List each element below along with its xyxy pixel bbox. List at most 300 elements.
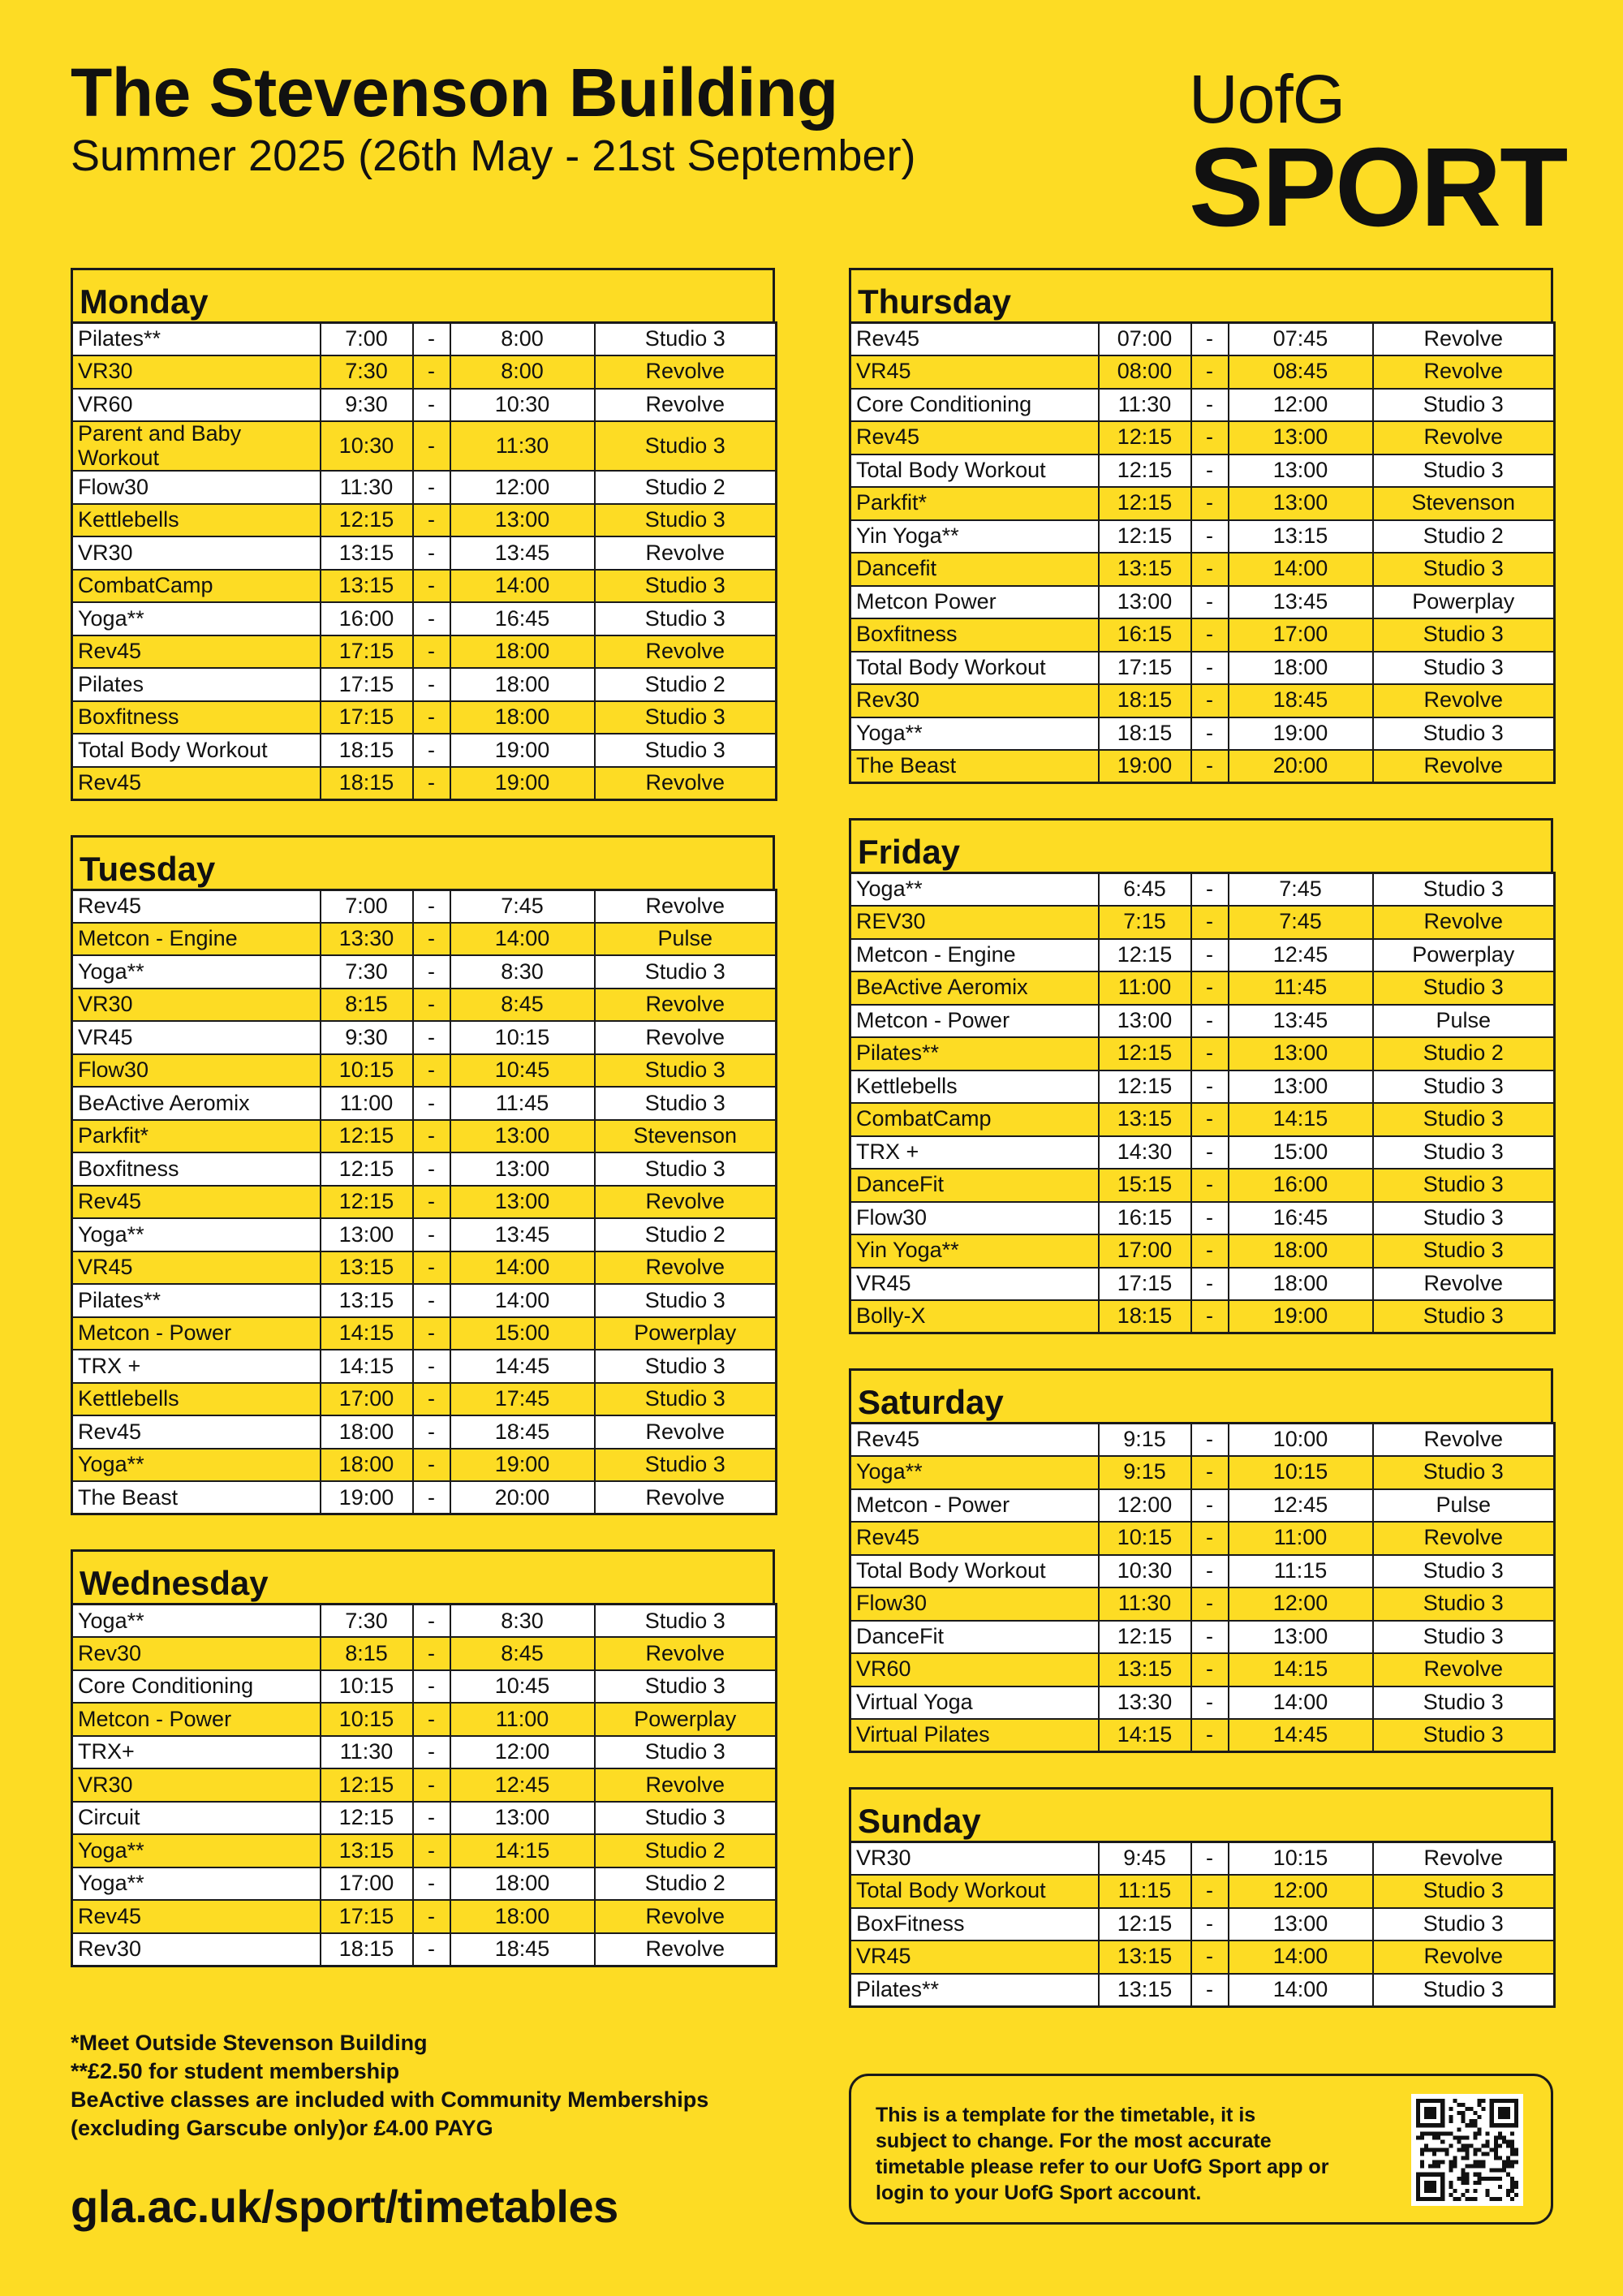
table-row bbox=[72, 471, 777, 504]
start-time: 17:15 bbox=[1099, 652, 1191, 685]
end-time: 14:00 bbox=[1229, 1686, 1373, 1720]
start-time: 18:00 bbox=[321, 1449, 413, 1482]
table-row bbox=[850, 1202, 1555, 1235]
venue: Revolve bbox=[595, 635, 777, 669]
time-separator: - bbox=[1191, 1169, 1229, 1202]
time-separator: - bbox=[1191, 1202, 1229, 1235]
class-name: Kettlebells bbox=[72, 504, 321, 537]
class-name: Rev45 bbox=[72, 767, 321, 800]
footnotes bbox=[71, 2029, 708, 2143]
class-name: Parkfit* bbox=[72, 1120, 321, 1153]
class-name: Pilates** bbox=[72, 323, 321, 356]
class-name: VR30 bbox=[850, 1842, 1099, 1876]
footnote-beactive-cont: (excluding Garscube only)or £4.00 PAYG bbox=[71, 2116, 493, 2140]
table-row bbox=[72, 602, 777, 635]
class-name: Total Body Workout bbox=[850, 652, 1099, 685]
class-name: Pilates** bbox=[72, 1284, 321, 1317]
table-row bbox=[850, 1653, 1555, 1686]
table-row bbox=[72, 890, 777, 923]
venue: Studio 3 bbox=[1373, 1202, 1555, 1235]
end-time: 18:00 bbox=[450, 1867, 595, 1901]
time-separator: - bbox=[413, 1251, 450, 1285]
class-name: VR45 bbox=[72, 1251, 321, 1285]
end-time: 12:00 bbox=[450, 471, 595, 504]
end-time: 14:00 bbox=[1229, 1974, 1373, 2007]
start-time: 12:15 bbox=[321, 1768, 413, 1802]
venue: Pulse bbox=[595, 923, 777, 956]
start-time: 19:00 bbox=[1099, 750, 1191, 783]
end-time: 13:45 bbox=[1229, 1005, 1373, 1038]
start-time: 9:15 bbox=[1099, 1456, 1191, 1489]
class-name: Rev45 bbox=[72, 635, 321, 669]
time-separator: - bbox=[1191, 1908, 1229, 1941]
time-separator: - bbox=[413, 1736, 450, 1769]
class-name: Yoga** bbox=[850, 873, 1099, 907]
end-time: 19:00 bbox=[450, 734, 595, 767]
table-row bbox=[72, 1284, 777, 1317]
page-title: The Stevenson Building bbox=[71, 54, 838, 131]
table-row bbox=[850, 1621, 1555, 1654]
time-separator: - bbox=[413, 1900, 450, 1933]
table-row bbox=[72, 1186, 777, 1219]
time-separator: - bbox=[413, 389, 450, 422]
class-name: Core Conditioning bbox=[72, 1670, 321, 1704]
table-row bbox=[72, 1087, 777, 1120]
end-time: 11:00 bbox=[1229, 1522, 1373, 1555]
venue: Pulse bbox=[1373, 1005, 1555, 1038]
table-row bbox=[72, 1605, 777, 1638]
end-time: 13:45 bbox=[450, 536, 595, 570]
class-name: TRX+ bbox=[72, 1736, 321, 1769]
venue: Studio 3 bbox=[595, 1670, 777, 1704]
venue: Powerplay bbox=[1373, 586, 1555, 619]
table-row bbox=[850, 1070, 1555, 1104]
class-name: Rev45 bbox=[72, 890, 321, 923]
venue: Studio 3 bbox=[1373, 971, 1555, 1005]
class-name: Virtual Yoga bbox=[850, 1686, 1099, 1720]
disclaimer-text: This is a template for the timetable, it is subject to change. For the most accurate timetable please refer to our UofG Sport app or login to your UofG Sport account. bbox=[876, 2104, 1329, 2204]
class-name: Metcon - Engine bbox=[850, 939, 1099, 972]
start-time: 8:15 bbox=[321, 1637, 413, 1670]
time-separator: - bbox=[413, 1087, 450, 1120]
venue: Studio 3 bbox=[595, 323, 777, 356]
start-time: 16:00 bbox=[321, 602, 413, 635]
end-time: 13:00 bbox=[1229, 1070, 1373, 1104]
class-name: Flow30 bbox=[72, 471, 321, 504]
venue: Studio 3 bbox=[595, 701, 777, 734]
table-row bbox=[72, 1900, 777, 1933]
end-time: 11:15 bbox=[1229, 1555, 1373, 1588]
start-time: 18:00 bbox=[321, 1415, 413, 1449]
venue: Studio 3 bbox=[1373, 717, 1555, 751]
time-separator: - bbox=[413, 1834, 450, 1867]
start-time: 13:15 bbox=[1099, 1941, 1191, 1974]
table-row bbox=[72, 1703, 777, 1736]
end-time: 10:45 bbox=[450, 1054, 595, 1088]
venue: Studio 3 bbox=[595, 1284, 777, 1317]
end-time: 18:00 bbox=[1229, 652, 1373, 685]
end-time: 8:45 bbox=[450, 989, 595, 1022]
venue: Powerplay bbox=[595, 1317, 777, 1350]
class-name: DanceFit bbox=[850, 1169, 1099, 1202]
end-time: 12:45 bbox=[1229, 939, 1373, 972]
end-time: 13:00 bbox=[1229, 454, 1373, 488]
venue: Powerplay bbox=[595, 1703, 777, 1736]
timetables-url: gla.ac.uk/sport/timetables bbox=[71, 2181, 618, 2232]
venue: Powerplay bbox=[1373, 939, 1555, 972]
time-separator: - bbox=[1191, 717, 1229, 751]
class-name: VR30 bbox=[72, 1768, 321, 1802]
start-time: 15:15 bbox=[1099, 1169, 1191, 1202]
class-name: Yoga** bbox=[72, 1218, 321, 1251]
table-row bbox=[850, 553, 1555, 586]
start-time: 17:00 bbox=[321, 1867, 413, 1901]
class-name: Circuit bbox=[72, 1802, 321, 1835]
start-time: 14:30 bbox=[1099, 1136, 1191, 1170]
time-separator: - bbox=[413, 955, 450, 989]
time-separator: - bbox=[1191, 1489, 1229, 1523]
time-separator: - bbox=[1191, 1268, 1229, 1301]
day-saturday bbox=[849, 1368, 1553, 1753]
end-time: 14:00 bbox=[450, 1284, 595, 1317]
start-time: 16:15 bbox=[1099, 618, 1191, 652]
end-time: 7:45 bbox=[1229, 873, 1373, 907]
class-name: Boxfitness bbox=[850, 618, 1099, 652]
class-name: BoxFitness bbox=[850, 1908, 1099, 1941]
table-row bbox=[72, 1481, 777, 1514]
time-separator: - bbox=[413, 734, 450, 767]
table-row bbox=[72, 1834, 777, 1867]
class-name: Rev30 bbox=[850, 684, 1099, 717]
class-name: Metcon - Power bbox=[850, 1489, 1099, 1523]
venue: Studio 3 bbox=[595, 1383, 777, 1416]
start-time: 13:15 bbox=[1099, 1974, 1191, 2007]
table-row bbox=[850, 1005, 1555, 1038]
table-row bbox=[850, 454, 1555, 488]
time-separator: - bbox=[1191, 1974, 1229, 2007]
time-separator: - bbox=[413, 1670, 450, 1704]
end-time: 15:00 bbox=[450, 1317, 595, 1350]
time-separator: - bbox=[1191, 618, 1229, 652]
venue: Studio 3 bbox=[595, 421, 777, 471]
venue: Studio 3 bbox=[1373, 1136, 1555, 1170]
day-heading-sunday: Sunday bbox=[849, 1787, 1553, 1841]
end-time: 13:00 bbox=[450, 1120, 595, 1153]
table-row bbox=[850, 750, 1555, 783]
table-row bbox=[850, 323, 1555, 356]
time-separator: - bbox=[413, 1933, 450, 1966]
time-separator: - bbox=[413, 701, 450, 734]
time-separator: - bbox=[413, 1284, 450, 1317]
venue: Studio 3 bbox=[1373, 1719, 1555, 1752]
time-separator: - bbox=[413, 668, 450, 701]
start-time: 12:15 bbox=[1099, 454, 1191, 488]
table-row bbox=[72, 1350, 777, 1383]
time-separator: - bbox=[413, 1768, 450, 1802]
start-time: 13:30 bbox=[1099, 1686, 1191, 1720]
start-time: 12:15 bbox=[321, 1186, 413, 1219]
end-time: 18:45 bbox=[450, 1415, 595, 1449]
end-time: 16:45 bbox=[450, 602, 595, 635]
end-time: 12:00 bbox=[1229, 1875, 1373, 1908]
table-row bbox=[850, 520, 1555, 554]
class-name: Kettlebells bbox=[850, 1070, 1099, 1104]
venue: Studio 3 bbox=[1373, 1070, 1555, 1104]
table-row bbox=[850, 1169, 1555, 1202]
class-name: VR45 bbox=[850, 1268, 1099, 1301]
end-time: 13:15 bbox=[1229, 520, 1373, 554]
end-time: 8:00 bbox=[450, 323, 595, 356]
start-time: 17:15 bbox=[321, 1900, 413, 1933]
start-time: 11:15 bbox=[1099, 1875, 1191, 1908]
venue: Studio 3 bbox=[595, 734, 777, 767]
start-time: 11:30 bbox=[1099, 1587, 1191, 1621]
footnote-meet-outside: *Meet Outside Stevenson Building bbox=[71, 2031, 428, 2055]
time-separator: - bbox=[413, 1317, 450, 1350]
class-name: Yoga** bbox=[72, 1449, 321, 1482]
table-row bbox=[850, 1719, 1555, 1752]
table-row bbox=[72, 1867, 777, 1901]
venue: Revolve bbox=[595, 890, 777, 923]
time-separator: - bbox=[413, 1021, 450, 1054]
footnote-beactive: BeActive classes are included with Community Memberships bbox=[71, 2087, 709, 2112]
venue: Revolve bbox=[1373, 355, 1555, 389]
table-row bbox=[850, 1103, 1555, 1136]
end-time: 10:00 bbox=[1229, 1424, 1373, 1457]
schedule-table-sunday bbox=[849, 1841, 1556, 2008]
time-separator: - bbox=[1191, 421, 1229, 454]
class-name: VR60 bbox=[72, 389, 321, 422]
end-time: 19:00 bbox=[450, 1449, 595, 1482]
end-time: 13:00 bbox=[450, 504, 595, 537]
table-row bbox=[72, 767, 777, 800]
time-separator: - bbox=[413, 421, 450, 471]
table-row bbox=[72, 1317, 777, 1350]
start-time: 14:15 bbox=[321, 1317, 413, 1350]
class-name: TRX + bbox=[850, 1136, 1099, 1170]
day-thursday bbox=[849, 268, 1553, 784]
qr-code bbox=[1411, 2094, 1523, 2206]
table-row bbox=[850, 1941, 1555, 1974]
venue: Revolve bbox=[595, 989, 777, 1022]
start-time: 13:30 bbox=[321, 923, 413, 956]
time-separator: - bbox=[1191, 553, 1229, 586]
class-name: Flow30 bbox=[72, 1054, 321, 1088]
class-name: Rev45 bbox=[72, 1415, 321, 1449]
end-time: 17:00 bbox=[1229, 618, 1373, 652]
time-separator: - bbox=[413, 1449, 450, 1482]
schedule-table-friday bbox=[849, 872, 1556, 1334]
table-row bbox=[72, 1736, 777, 1769]
start-time: 12:15 bbox=[1099, 421, 1191, 454]
class-name: Parkfit* bbox=[850, 487, 1099, 520]
table-row bbox=[72, 389, 777, 422]
time-separator: - bbox=[413, 570, 450, 603]
venue: Revolve bbox=[595, 1415, 777, 1449]
class-name: Rev45 bbox=[850, 323, 1099, 356]
start-time: 13:15 bbox=[321, 1284, 413, 1317]
table-row bbox=[850, 906, 1555, 939]
time-separator: - bbox=[413, 1120, 450, 1153]
start-time: 17:00 bbox=[321, 1383, 413, 1416]
end-time: 14:00 bbox=[1229, 1941, 1373, 1974]
class-name: VR60 bbox=[850, 1653, 1099, 1686]
time-separator: - bbox=[1191, 1587, 1229, 1621]
class-name: The Beast bbox=[72, 1481, 321, 1514]
time-separator: - bbox=[413, 1605, 450, 1638]
start-time: 10:30 bbox=[321, 421, 413, 471]
venue: Studio 3 bbox=[1373, 1587, 1555, 1621]
start-time: 18:15 bbox=[321, 1933, 413, 1966]
time-separator: - bbox=[1191, 520, 1229, 554]
class-name: Yoga** bbox=[72, 1867, 321, 1901]
end-time: 8:30 bbox=[450, 955, 595, 989]
time-separator: - bbox=[413, 504, 450, 537]
venue: Studio 3 bbox=[1373, 1555, 1555, 1588]
time-separator: - bbox=[1191, 389, 1229, 422]
table-row bbox=[850, 1587, 1555, 1621]
start-time: 18:15 bbox=[321, 734, 413, 767]
start-time: 13:15 bbox=[1099, 1103, 1191, 1136]
time-separator: - bbox=[1191, 1842, 1229, 1876]
venue: Pulse bbox=[1373, 1489, 1555, 1523]
start-time: 12:00 bbox=[1099, 1489, 1191, 1523]
venue: Revolve bbox=[1373, 1268, 1555, 1301]
start-time: 7:15 bbox=[1099, 906, 1191, 939]
class-name: Virtual Pilates bbox=[850, 1719, 1099, 1752]
time-separator: - bbox=[1191, 487, 1229, 520]
table-row bbox=[72, 1637, 777, 1670]
venue: Revolve bbox=[595, 1021, 777, 1054]
venue: Studio 3 bbox=[595, 1736, 777, 1769]
start-time: 11:30 bbox=[321, 1736, 413, 1769]
venue: Studio 3 bbox=[595, 1449, 777, 1482]
time-separator: - bbox=[413, 471, 450, 504]
venue: Revolve bbox=[595, 1186, 777, 1219]
class-name: Core Conditioning bbox=[850, 389, 1099, 422]
table-row bbox=[850, 971, 1555, 1005]
class-name: Parent and Baby Workout bbox=[72, 421, 321, 471]
end-time: 16:45 bbox=[1229, 1202, 1373, 1235]
class-name: Rev30 bbox=[72, 1933, 321, 1966]
class-name: Metcon Power bbox=[850, 586, 1099, 619]
table-row bbox=[850, 355, 1555, 389]
end-time: 12:45 bbox=[1229, 1489, 1373, 1523]
end-time: 19:00 bbox=[1229, 1300, 1373, 1333]
end-time: 14:15 bbox=[1229, 1103, 1373, 1136]
start-time: 10:30 bbox=[1099, 1555, 1191, 1588]
end-time: 07:45 bbox=[1229, 323, 1373, 356]
schedule-table-thursday bbox=[849, 321, 1556, 784]
table-row bbox=[72, 668, 777, 701]
time-separator: - bbox=[1191, 1300, 1229, 1333]
start-time: 13:15 bbox=[321, 1834, 413, 1867]
venue: Stevenson bbox=[595, 1120, 777, 1153]
venue: Revolve bbox=[595, 1768, 777, 1802]
disclaimer-box bbox=[849, 2074, 1553, 2225]
uofg-sport-logo bbox=[1189, 61, 1567, 250]
table-row bbox=[850, 1555, 1555, 1588]
venue: Revolve bbox=[1373, 1424, 1555, 1457]
start-time: 12:15 bbox=[321, 1120, 413, 1153]
time-separator: - bbox=[1191, 1103, 1229, 1136]
class-name: Rev45 bbox=[850, 1522, 1099, 1555]
time-separator: - bbox=[1191, 1686, 1229, 1720]
venue: Revolve bbox=[1373, 1842, 1555, 1876]
start-time: 9:45 bbox=[1099, 1842, 1191, 1876]
table-row bbox=[850, 1686, 1555, 1720]
start-time: 11:30 bbox=[1099, 389, 1191, 422]
class-name: Metcon - Power bbox=[72, 1317, 321, 1350]
table-row bbox=[850, 618, 1555, 652]
day-sunday bbox=[849, 1787, 1553, 2008]
table-row bbox=[72, 1152, 777, 1186]
class-name: VR45 bbox=[850, 1941, 1099, 1974]
class-name: DanceFit bbox=[850, 1621, 1099, 1654]
start-time: 12:15 bbox=[1099, 520, 1191, 554]
end-time: 13:00 bbox=[1229, 1621, 1373, 1654]
venue: Studio 2 bbox=[595, 1867, 777, 1901]
time-separator: - bbox=[413, 323, 450, 356]
end-time: 8:00 bbox=[450, 355, 595, 389]
time-separator: - bbox=[413, 1802, 450, 1835]
table-row bbox=[72, 1251, 777, 1285]
time-separator: - bbox=[413, 1415, 450, 1449]
end-time: 13:00 bbox=[450, 1802, 595, 1835]
end-time: 13:00 bbox=[1229, 421, 1373, 454]
start-time: 7:00 bbox=[321, 890, 413, 923]
end-time: 16:00 bbox=[1229, 1169, 1373, 1202]
start-time: 13:15 bbox=[321, 1251, 413, 1285]
start-time: 12:15 bbox=[1099, 1070, 1191, 1104]
footnote-student-price: **£2.50 for student membership bbox=[71, 2059, 400, 2083]
class-name: CombatCamp bbox=[72, 570, 321, 603]
table-row bbox=[72, 536, 777, 570]
time-separator: - bbox=[413, 923, 450, 956]
class-name: VR30 bbox=[72, 355, 321, 389]
end-time: 10:30 bbox=[450, 389, 595, 422]
table-row bbox=[850, 652, 1555, 685]
venue: Studio 3 bbox=[1373, 1908, 1555, 1941]
table-row bbox=[850, 939, 1555, 972]
time-separator: - bbox=[413, 1186, 450, 1219]
start-time: 18:15 bbox=[321, 767, 413, 800]
class-name: VR45 bbox=[850, 355, 1099, 389]
venue: Studio 3 bbox=[595, 504, 777, 537]
start-time: 13:00 bbox=[1099, 586, 1191, 619]
end-time: 18:00 bbox=[450, 635, 595, 669]
venue: Studio 3 bbox=[595, 1605, 777, 1638]
end-time: 14:45 bbox=[1229, 1719, 1373, 1752]
venue: Revolve bbox=[595, 1933, 777, 1966]
time-separator: - bbox=[1191, 873, 1229, 907]
end-time: 10:15 bbox=[450, 1021, 595, 1054]
venue: Studio 3 bbox=[1373, 1103, 1555, 1136]
start-time: 10:15 bbox=[1099, 1522, 1191, 1555]
table-row bbox=[850, 586, 1555, 619]
class-name: Rev45 bbox=[72, 1186, 321, 1219]
start-time: 9:15 bbox=[1099, 1424, 1191, 1457]
venue: Revolve bbox=[595, 1900, 777, 1933]
start-time: 7:30 bbox=[321, 955, 413, 989]
time-separator: - bbox=[413, 1383, 450, 1416]
class-name: Rev45 bbox=[850, 421, 1099, 454]
end-time: 12:00 bbox=[450, 1736, 595, 1769]
start-time: 13:15 bbox=[1099, 1653, 1191, 1686]
class-name: Metcon - Power bbox=[72, 1703, 321, 1736]
venue: Studio 3 bbox=[1373, 389, 1555, 422]
time-separator: - bbox=[413, 602, 450, 635]
